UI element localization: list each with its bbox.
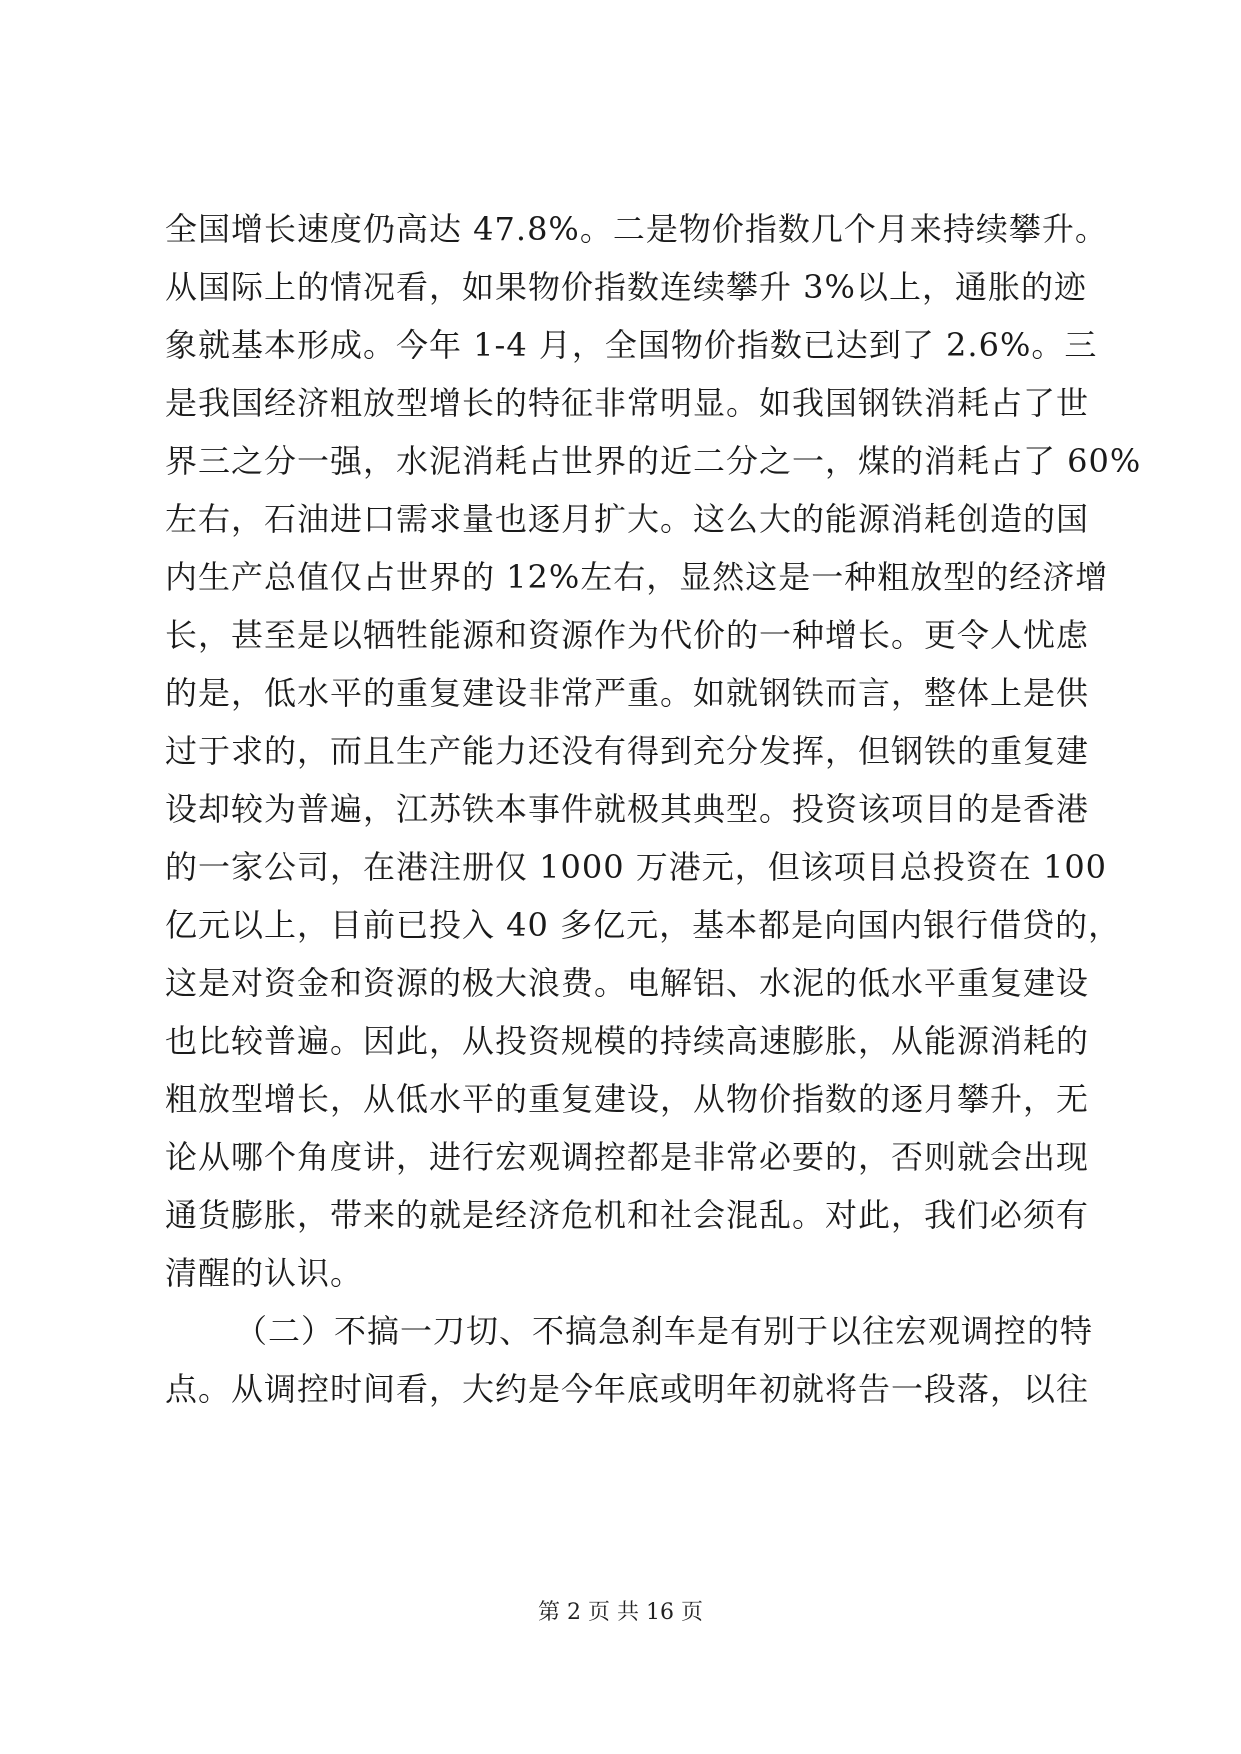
page-number-footer: 第 2 页 共 16 页 [538, 1600, 703, 1625]
text-line: 也比较普遍。因此，从投资规模的持续高速膨胀，从能源消耗的 [165, 1022, 1090, 1060]
text-line: 全国增长速度仍高达 47.8%。二是物价指数几个月来持续攀升。 [165, 210, 1108, 248]
text-line: 的是，低水平的重复建设非常严重。如就钢铁而言，整体上是供 [165, 674, 1090, 712]
text-line: 从国际上的情况看，如果物价指数连续攀升 3%以上，通胀的迹 [165, 268, 1087, 306]
text-line: 内生产总值仅占世界的 12%左右，显然这是一种粗放型的经济增 [165, 558, 1109, 596]
text-line: 长，甚至是以牺牲能源和资源作为代价的一种增长。更令人忧虑 [165, 616, 1090, 654]
text-line: 界三之分一强，水泥消耗占世界的近二分之一，煤的消耗占了 60% [165, 442, 1142, 480]
paragraph-start-line: （二）不搞一刀切、不搞急刹车是有别于以往宏观调控的特 [235, 1312, 1094, 1350]
text-line: 这是对资金和资源的极大浪费。电解铝、水泥的低水平重复建设 [165, 964, 1090, 1002]
text-line: 粗放型增长，从低水平的重复建设，从物价指数的逐月攀升，无 [165, 1080, 1090, 1118]
text-line: 象就基本形成。今年 1-4 月，全国物价指数已达到了 2.6%。三 [165, 326, 1098, 364]
text-line: 亿元以上，目前已投入 40 多亿元，基本都是向国内银行借贷的， [165, 906, 1122, 944]
text-line: 点。从调控时间看，大约是今年底或明年初就将告一段落，以往 [165, 1370, 1090, 1408]
text-line: 左右，石油进口需求量也逐月扩大。这么大的能源消耗创造的国 [165, 500, 1090, 538]
text-line: 的一家公司，在港注册仅 1000 万港元，但该项目总投资在 100 [165, 848, 1108, 886]
text-line: 过于求的，而且生产能力还没有得到充分发挥，但钢铁的重复建 [165, 732, 1090, 770]
text-line: 设却较为普遍，江苏铁本事件就极其典型。投资该项目的是香港 [165, 790, 1090, 828]
text-line: 论从哪个角度讲，进行宏观调控都是非常必要的，否则就会出现 [165, 1138, 1090, 1176]
text-line: 通货膨胀，带来的就是经济危机和社会混乱。对此，我们必须有 [165, 1196, 1090, 1234]
text-line: 是我国经济粗放型增长的特征非常明显。如我国钢铁消耗占了世 [165, 384, 1090, 422]
text-line: 清醒的认识。 [165, 1254, 364, 1292]
